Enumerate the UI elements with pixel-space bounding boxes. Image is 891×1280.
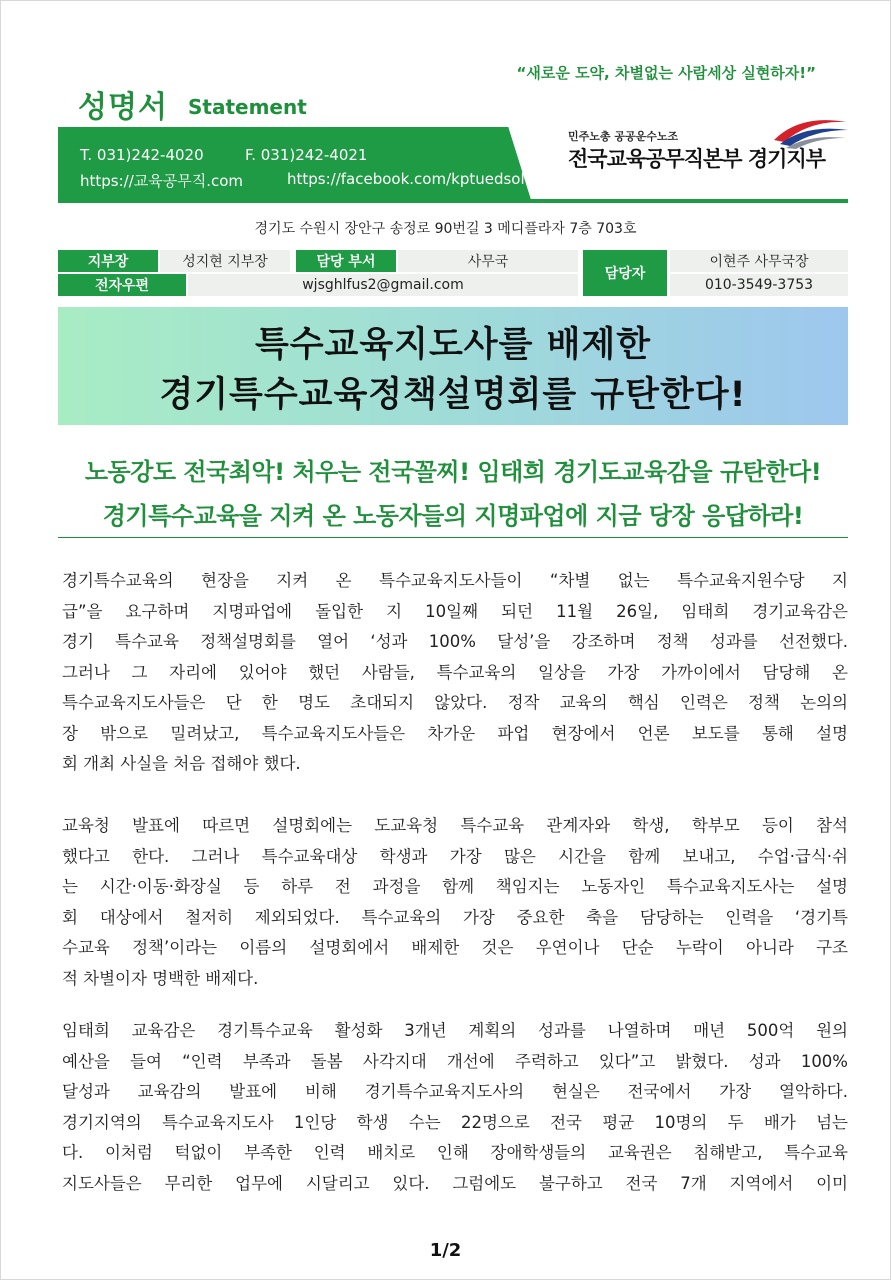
paragraph-line: 달성과 교육감의 발표에 비해 경기특수교육지도사의 현실은 전국에서 가장 열악하다. (62, 1082, 848, 1101)
union-logo-icon (770, 110, 850, 150)
paragraph-2 (62, 811, 848, 994)
paragraph-line: 회 대상에서 철저히 제외되었다. 특수교육의 가장 중요한 축을 담당하는 인력을 ‘경기특 (62, 907, 848, 927)
doc-title: 성명서 (78, 90, 168, 125)
email-value[interactable]: wjsghlfus2@gmail.com (188, 274, 578, 296)
subheading-rule (58, 537, 848, 538)
email-label: 전자우편 (58, 274, 186, 296)
address: 경기도 수원시 장안구 송정로 90번길 3 메디플라자 7층 703호 (254, 221, 637, 237)
org-name: 전국교육공무직본부 경기지부 (568, 147, 826, 171)
doc-title-en: Statement (188, 95, 307, 119)
director-value: 성지현 지부장 (160, 250, 290, 272)
paragraph-line: 장 밖으로 밀려났고, 특수교육지도사들은 차가운 파업 현장에서 언론 보도를 통해 설명 (62, 723, 848, 743)
page-number: 1/2 (429, 1240, 462, 1261)
contact-name: 이현주 사무국장 (670, 250, 848, 272)
info-row-2 (58, 274, 578, 296)
paragraph-line: 회 개최 사실을 처음 접해야 했다. (62, 754, 301, 773)
facebook-link[interactable]: https://facebook.com/kptuedsol (287, 170, 525, 188)
paragraph-line: 했다고 한다. 그러나 특수교육대상 학생과 가장 많은 시간을 함께 보내고, 수업·급식·쉬 (62, 846, 848, 866)
subheading-line-2: 경기특수교육을 지켜 온 노동자들의 지명파업에 지금 당장 응답하라! (102, 502, 804, 530)
fax-number: F. 031)242-4021 (245, 146, 368, 164)
contact-name-row (670, 250, 848, 272)
band-underline (58, 199, 848, 203)
phone-number: T. 031)242-4020 (80, 146, 204, 164)
paragraph-line: 지도사들은 무리한 업무에 시달리고 있다. 그럼에도 불구하고 전국 7개 지역에서 이미 (62, 1173, 848, 1193)
contact-phone: 010-3549-3753 (670, 274, 848, 296)
org-subtitle: 민주노총 공공운수노조 (568, 130, 679, 143)
paragraph-line: 적 차별이자 명백한 배제다. (62, 968, 259, 988)
paragraph-line: 경기 특수교육 정책설명회를 열어 ‘성과 100% 달성’을 강조하며 정책 성과를 선전했다. (62, 632, 848, 651)
contact-label: 담당자 (583, 250, 667, 296)
paragraph-line: 교육청 발표에 따르면 설명회에는 도교육청 특수교육 관계자와 학생, 학부모 등이 참석 (62, 816, 848, 835)
paragraph-line: 수교육 정책’이라는 이름의 설명회에서 배제한 것은 우연이나 단순 누락이 아니라 구조 (62, 938, 848, 957)
contact-phone-row (670, 274, 848, 296)
paragraph-3 (62, 1016, 848, 1199)
dept-label: 담당 부서 (296, 250, 396, 272)
subheading-line-1: 노동강도 전국최악! 처우는 전국꼴찌! 임태희 경기도교육감을 규탄한다! (84, 458, 822, 486)
paragraph-line: 특수교육지도사들은 단 한 명도 초대되지 않았다. 정작 교육의 핵심 인력은 정책 논의의 (62, 693, 848, 712)
info-row-1 (58, 250, 578, 272)
paragraph-line: 임태희 교육감은 경기특수교육 활성화 3개년 계획의 성과를 나열하며 매년 500억 원의 (62, 1021, 848, 1040)
slogan: “새로운 도약, 차별없는 사람세상 실현하자!” (516, 64, 816, 82)
paragraph-line: 경기지역의 특수교육지도사 1인당 학생 수는 22명으로 전국 평균 10명의 두 배가 넘는 (62, 1112, 848, 1132)
paragraph-line: 는 시간·이동·화장실 등 하루 전 과정을 함께 책임지는 노동자인 특수교육지도사는 설명 (62, 877, 848, 896)
contact-block (583, 250, 667, 296)
banner-line-1: 특수교육지도사를 배제한 (254, 325, 652, 365)
banner-line-2: 경기특수교육정책설명회를 규탄한다! (159, 375, 747, 415)
dept-value: 사무국 (398, 250, 578, 272)
paragraph-line: 경기특수교육의 현장을 지켜 온 특수교육지도사들이 “차별 없는 특수교육지원수당 지 (62, 571, 848, 590)
director-label: 지부장 (58, 250, 158, 272)
paragraph-line: 다. 이처럼 턱없이 부족한 인력 배치로 인해 장애학생들의 교육권은 침해받고, 특수교육 (62, 1143, 848, 1162)
title-banner (58, 307, 848, 425)
paragraph-line: 그러나 그 자리에 있어야 했던 사람들, 특수교육의 일상을 가장 가까이에서 담당해 온 (62, 662, 848, 682)
paragraph-line: 급”을 요구하며 지명파업에 돌입한 지 10일째 되던 11월 26일, 임태희 경기교육감은 (62, 601, 848, 621)
paragraph-line: 예산을 들여 “인력 부족과 돌봄 사각지대 개선에 주력하고 있다”고 밝혔다. 성과 100% (62, 1051, 848, 1071)
paragraph-1 (62, 566, 848, 780)
website-link[interactable]: https://교육공무직.com (80, 172, 244, 190)
